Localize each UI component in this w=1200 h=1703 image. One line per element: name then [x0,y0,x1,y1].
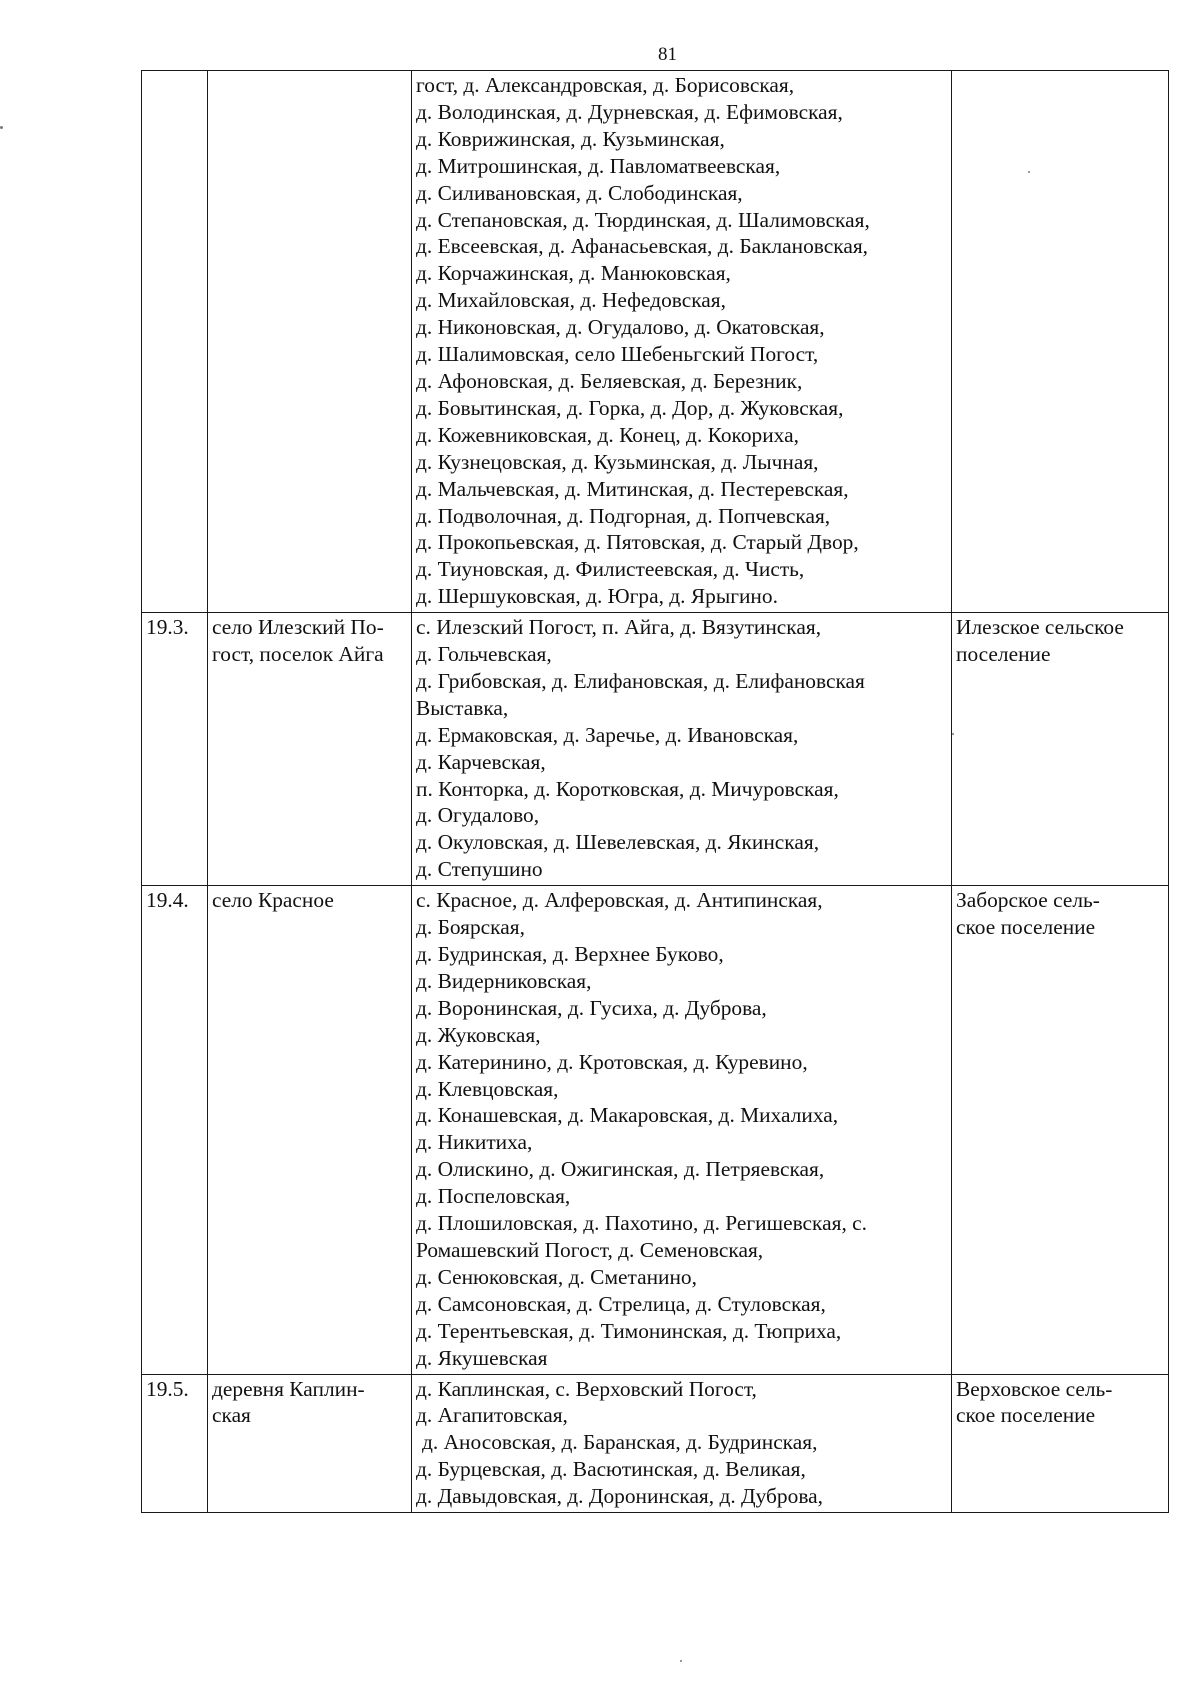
places-line: Выставка, [416,695,509,720]
places-line: д. Огудалово, [416,803,540,828]
admin-center-cell [208,1374,412,1513]
places-line: д. Плошиловская, д. Пахотино, д. Регишевская, с. [416,1211,867,1236]
places-line: д. Катеринино, д. Кротовская, д. Куревино, [416,1049,808,1074]
places-line: д. Степушино [416,857,543,882]
places-line: д. Силивановская, д. Слободинская, [416,180,743,205]
settlement-cell [952,613,1169,886]
table-row [142,613,1169,886]
places-line: д. Карчевская, [416,749,546,774]
places-line: д. Бурцевская, д. Васютинская, д. Великая, [416,1457,806,1482]
places-line: д. Давыдовская, д. Доронинская, д. Дуброва, [416,1484,823,1509]
admin-center-line: ская [212,1403,251,1428]
settlement-line: Заборское сель- [956,888,1100,913]
page-number: 81 [658,44,677,65]
places-line: д. Шершуковская, д. Югра, д. Ярыгино. [416,584,778,609]
places-line: д. Володинская, д. Дурневская, д. Ефимовская, [416,99,843,124]
places-line: д. Жуковская, [416,1022,541,1047]
settlement-line: Илезское сельское [956,615,1124,640]
places-line: д. Евсеевская, д. Афанасьевская, д. Баклановская, [416,234,869,259]
table-body [142,71,1169,1513]
places-line: с. Красное, д. Алферовская, д. Антипинская, [416,888,823,913]
places-line: д. Кузнецовская, д. Кузьминская, д. Лычная, [416,449,819,474]
places-line: д. Мальчевская, д. Митинская, д. Пестеревская, [416,476,849,501]
places-line: д. Видерниковская, [416,968,592,993]
places-line: д. Конашевская, д. Макаровская, д. Михалиха, [416,1103,839,1128]
places-line: д. Кожевниковская, д. Конец, д. Кокориха, [416,422,799,447]
places-cell [412,886,952,1374]
places-line: д. Подволочная, д. Подгорная, д. Попчевская, [416,503,831,528]
settlement-cell [952,886,1169,1374]
settlement-line: Верховское сель- [956,1376,1113,1401]
admin-center-cell [208,886,412,1374]
places-line: д. Шалимовская, село Шебеньгский Погост, [416,342,819,367]
places-line: д. Окуловская, д. Шевелевская, д. Якинская, [416,830,820,855]
settlements-table [141,70,1169,1513]
places-line: д. Будринская, д. Верхнее Буково, [416,942,724,966]
admin-center-line: село Илезский По- [212,615,384,640]
places-line: д. Воронинская, д. Гусиха, д. Дуброва, [416,995,767,1020]
places-line: д. Бовытинская, д. Горка, д. Дор, д. Жуковская, [416,395,844,420]
places-line: д. Олискино, д. Ожигинская, д. Петряевская, [416,1157,825,1182]
places-line: д. Степановская, д. Тюрдинская, д. Шалимовская, [416,207,870,232]
places-cell [412,71,952,613]
places-cell [412,613,952,886]
places-line: п. Конторка, д. Коротковская, д. Мичуровская, [416,776,839,801]
places-line: д. Клевцовская, [416,1076,559,1101]
admin-center-line: гост, поселок Айга [212,642,384,667]
scan-speck [952,733,954,735]
places-line: Ромашевский Погост, д. Семеновская, [416,1237,764,1262]
places-line: д. Поспеловская, [416,1184,571,1209]
settlement-line: ское поселение [956,915,1096,940]
settlement-line: ское поселение [956,1403,1096,1428]
places-line: д. Никитиха, [416,1130,533,1155]
places-line: д. Сенюковская, д. Сметанино, [416,1264,697,1289]
places-line: д. Якушевская [416,1345,548,1370]
places-line: д. Гольчевская, [416,642,552,667]
row-number: 19.5. [146,1376,189,1401]
settlement-cell [952,71,1169,613]
places-line: д. Никоновская, д. Огудалово, д. Окатовская, [416,315,825,340]
scan-speck [680,1660,682,1662]
admin-center-cell [208,613,412,886]
places-line: д. Прокопьевская, д. Пятовская, д. Старый Двор, [416,530,859,555]
places-line: д. Тиуновская, д. Филистеевская, д. Чисть, [416,557,805,582]
admin-center-line: деревня Каплин- [212,1376,365,1401]
row-number: 19.3. [146,615,189,640]
places-line: д. Коврижинская, д. Кузьминская, [416,126,725,151]
scan-speck [1028,171,1030,173]
row-number-cell [142,613,208,886]
settlement-cell [952,1374,1169,1513]
places-line: д. Аносовская, д. Баранская, д. Будринская, [422,1430,818,1455]
settlement-line: поселение [956,642,1051,667]
places-line: гост, д. Александровская, д. Борисовская, [416,73,795,97]
row-number-cell [142,886,208,1374]
admin-center-line: село Красное [212,888,334,913]
places-line: д. Михайловская, д. Нефедовская, [416,288,726,313]
places-line: д. Ермаковская, д. Заречье, д. Ивановская, [416,722,799,747]
places-line: д. Боярская, [416,915,525,940]
places-line: д. Самсоновская, д. Стрелица, д. Стуловская, [416,1291,826,1316]
places-line: д. Агапитовская, [416,1403,568,1428]
row-number-cell [142,71,208,613]
admin-center-cell [208,71,412,613]
places-line: д. Митрошинская, д. Павломатвеевская, [416,153,781,178]
row-number-cell [142,1374,208,1513]
places-line: д. Корчажинская, д. Манюковская, [416,261,731,286]
places-cell [412,1374,952,1513]
table-row [142,1374,1169,1513]
table-row [142,886,1169,1374]
places-line: д. Терентьевская, д. Тимонинская, д. Тюприха, [416,1318,842,1343]
places-line: д. Грибовская, д. Елифановская, д. Елифановская [416,668,865,693]
row-number: 19.4. [146,888,189,913]
scan-speck [0,126,3,129]
places-line: с. Илезский Погост, п. Айга, д. Вязутинская, [416,615,822,640]
table-row [142,71,1169,613]
places-line: д. Каплинская, с. Верховский Погост, [416,1376,757,1401]
places-line: д. Афоновская, д. Беляевская, д. Березник, [416,368,803,393]
